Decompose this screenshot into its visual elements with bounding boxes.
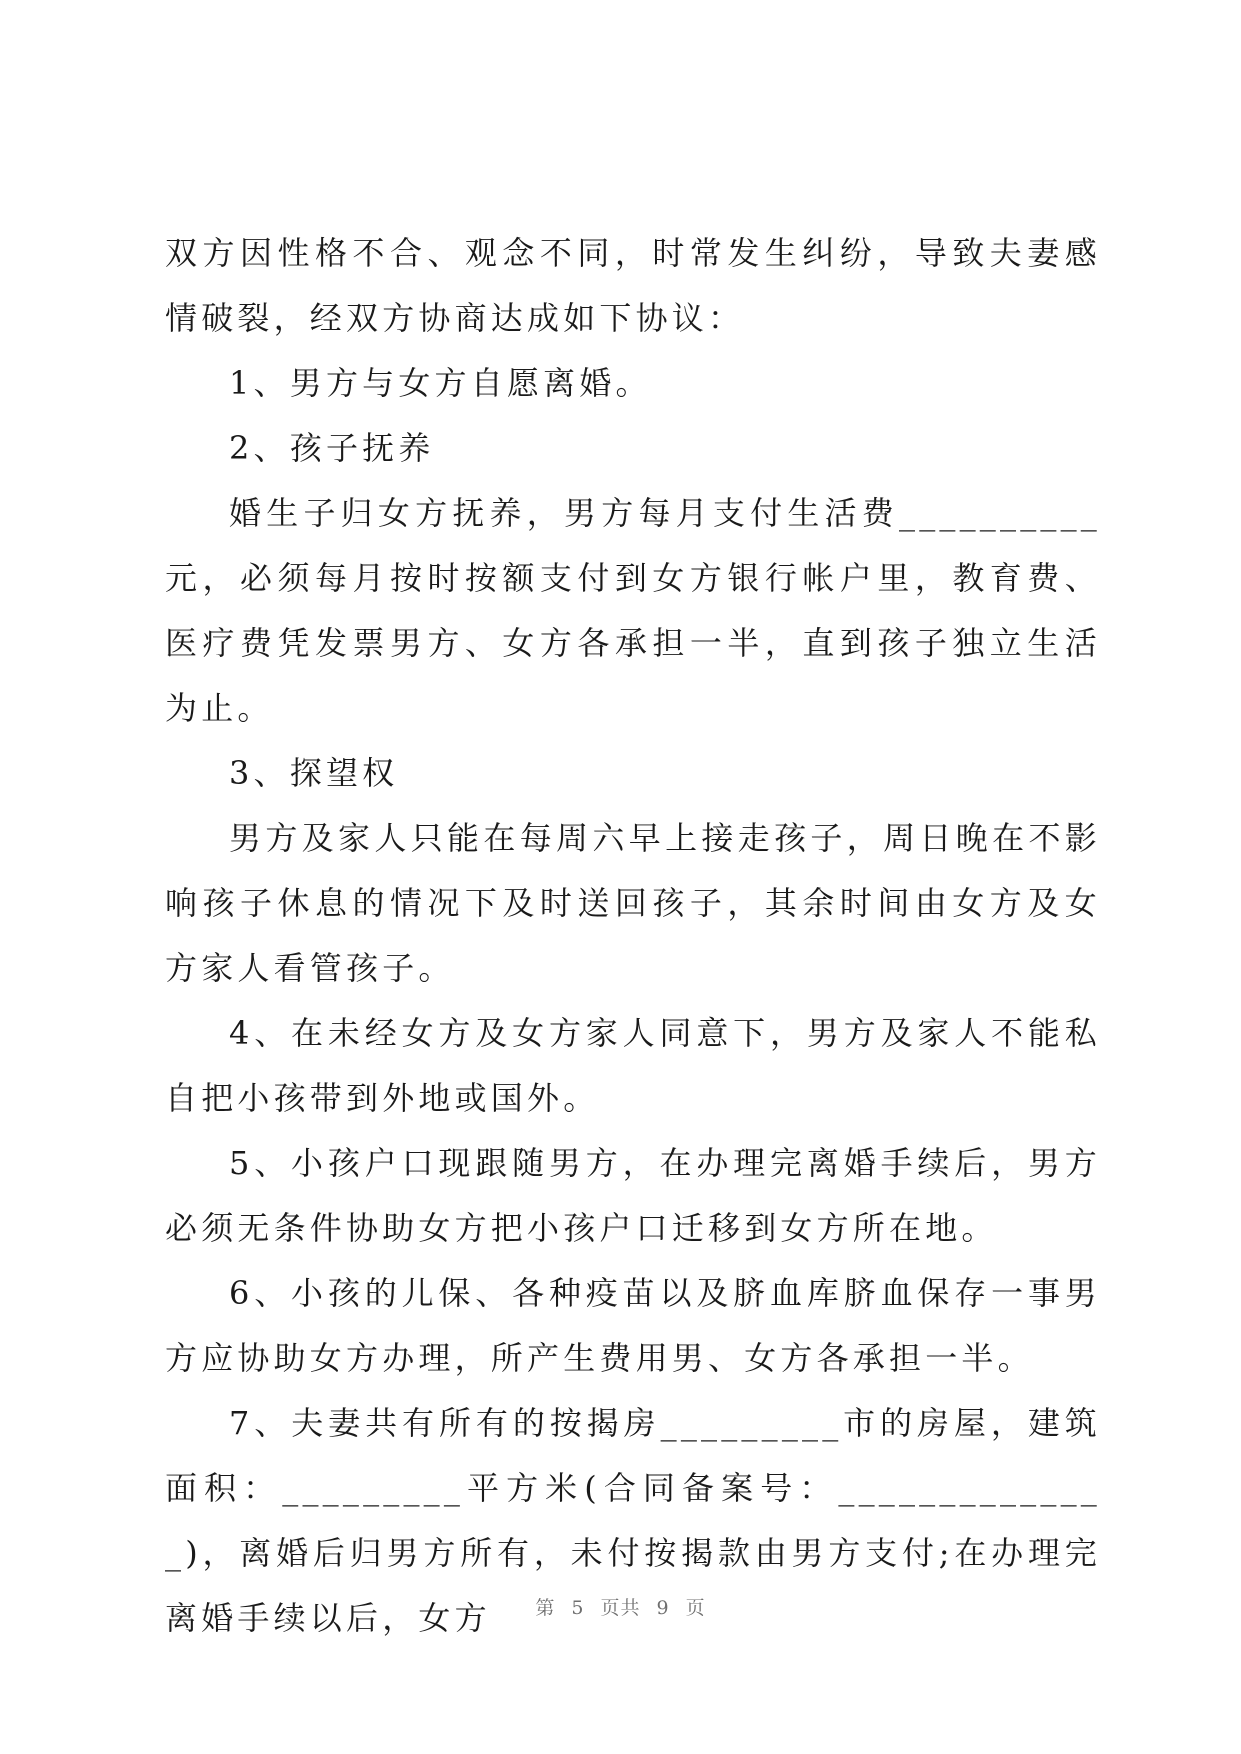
footer-page-number: 5 (571, 1597, 585, 1619)
paragraph-clause-7: 7、夫妻共有所有的按揭房_________市的房屋，建筑面积：_________平方米(合同备案号：______________)，离婚后归男方所有，未付按揭款由男方支付;在办理完离婚手续以后，女方 (165, 1404, 1101, 1637)
paragraph-child-custody: 婚生子归女方抚养，男方每月支付生活费__________元，必须每月按时按额支付到女方银行帐户里，教育费、医疗费凭发票男方、女方各承担一半，直到孩子独立生活为止。 (165, 494, 1101, 727)
footer-prefix: 第 (535, 1597, 556, 1619)
page-footer (0, 1593, 1241, 1620)
paragraph-clause-5: 5、小孩户口现跟随男方，在办理完离婚手续后，男方必须无条件协助女方把小孩户口迁移到女方所在地。 (165, 1144, 1101, 1247)
footer-middle: 页共 (600, 1597, 641, 1619)
paragraph-visitation: 男方及家人只能在每周六早上接走孩子，周日晚在不影响孩子休息的情况下及时送回孩子，其余时间由女方及女方家人看管孩子。 (165, 819, 1101, 987)
paragraph-intro: 双方因性格不合、观念不同，时常发生纠纷，导致夫妻感情破裂，经双方协商达成如下协议： (165, 234, 1101, 337)
footer-total-pages: 9 (656, 1597, 670, 1619)
document-body (165, 221, 1101, 1651)
paragraph-clause-4: 4、在未经女方及女方家人同意下，男方及家人不能私自把小孩带到外地或国外。 (165, 1014, 1101, 1117)
paragraph-clause-1: 1、男方与女方自愿离婚。 (229, 364, 652, 402)
paragraph-clause-2-heading: 2、孩子抚养 (229, 429, 435, 467)
paragraph-clause-3-heading: 3、探望权 (229, 754, 399, 792)
footer-suffix: 页 (685, 1597, 706, 1619)
paragraph-clause-6: 6、小孩的儿保、各种疫苗以及脐血库脐血保存一事男方应协助女方办理，所产生费用男、女方各承担一半。 (165, 1274, 1101, 1377)
